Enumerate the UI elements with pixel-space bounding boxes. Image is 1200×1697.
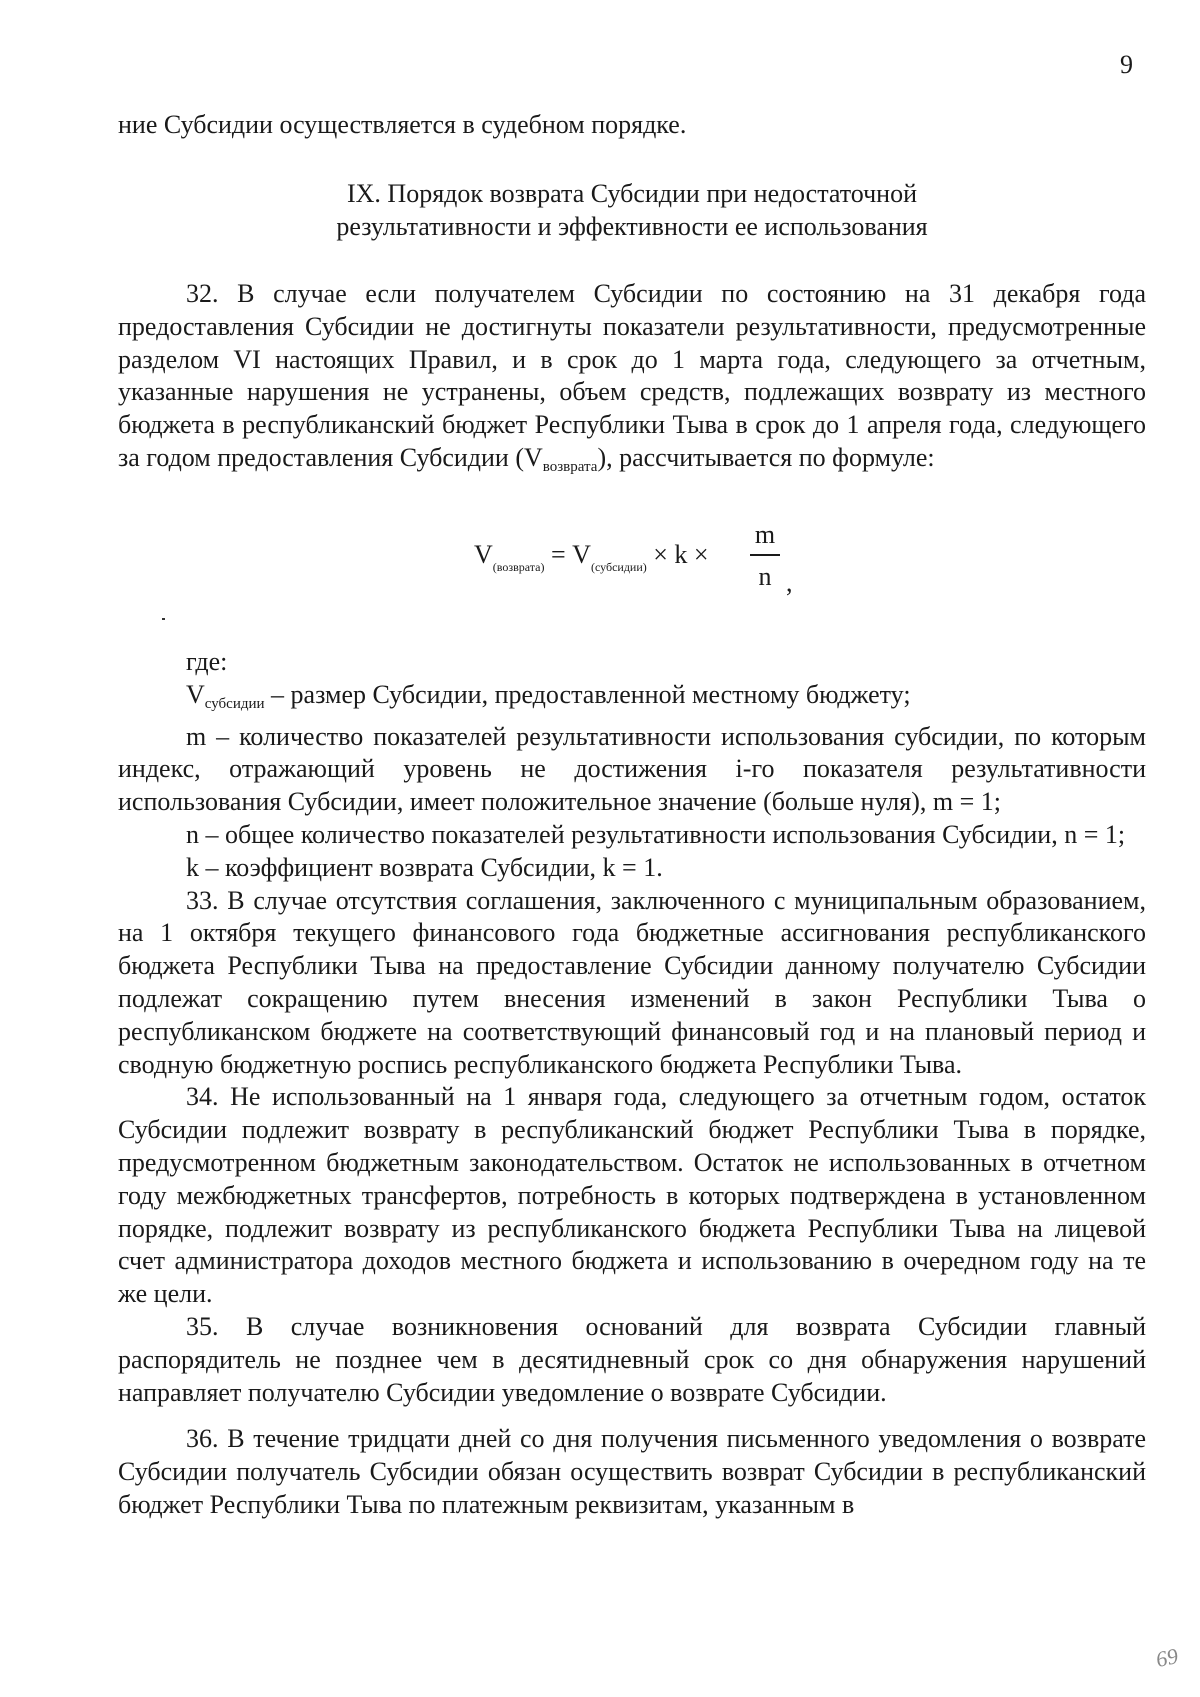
paragraph-32-text bbox=[118, 278, 1146, 484]
paragraph-32-subscript: возврата bbox=[542, 458, 598, 475]
paragraph-35: 35. В случае возникновения оснований для возврата Субсидии главный распорядитель не позднее чем в десятидневный срок со дня обнаружения нарушений направляет получателю Субсидии уведомление о возврате Субсидии. bbox=[118, 1311, 1146, 1407]
formula-denominator: n bbox=[758, 561, 772, 591]
formula-rhs-symbol: V bbox=[572, 540, 591, 569]
definition-m: m – количество показателей результативности использования субсидии, по которым индекс, отражающий уровень не достижения i-го показателя результативности использования Субсидии, имеет положительное значение (больше нуля), m = 1; bbox=[118, 721, 1146, 817]
formula-fraction bbox=[750, 520, 780, 592]
formula-lhs-subscript: (возврата) bbox=[492, 560, 545, 574]
definition-v-symbol: V bbox=[186, 679, 205, 709]
formula-fraction-bar bbox=[750, 554, 780, 556]
formula-numerator: m bbox=[754, 520, 776, 549]
paragraph-32 bbox=[118, 278, 1146, 484]
scan-speck bbox=[162, 618, 165, 620]
formula-equals: = bbox=[551, 540, 566, 569]
definition-n: n – общее количество показателей результативности использования Субсидии, n = 1; bbox=[186, 819, 1126, 849]
corner-handwritten-mark: 69 bbox=[1153, 1642, 1181, 1673]
section-heading-line-2: результативности и эффективности ее использования bbox=[336, 211, 928, 241]
definition-v-text: – размер Субсидии, предоставленной местному бюджету; bbox=[264, 679, 911, 709]
formula-rhs-subscript: (субсидии) bbox=[590, 560, 647, 574]
paragraph-34: 34. Не использованный на 1 января года, следующего за отчетным годом, остаток Субсидии подлежит возврату в республиканский бюджет Республики Тыва в порядке, предусмотренном бюджетным законодательством. Остаток не использованных в отчетном году межбюджетных трансфертов, потребность в которых подтверждена в установленном порядке, подлежит возврату из республиканского бюджета Республики Тыва на лицевой счет администратора доходов местного бюджета и использованию в очередном году на те же цели. bbox=[118, 1082, 1146, 1309]
formula-lhs-symbol: V bbox=[474, 540, 493, 569]
page-number: 9 bbox=[1120, 50, 1133, 79]
formula-trailing-comma: , bbox=[786, 568, 793, 597]
section-heading-line-1: IX. Порядок возврата Субсидии при недостаточной bbox=[346, 179, 917, 208]
definition-where: где: bbox=[186, 647, 228, 676]
paragraph-32-text-a: 32. В случае если получателем Субсидии по состоянию на 31 декабря года предоставления Субсидии не достигнуты показатели результативности, предусмотренные разделом VI настоящих Правил, и в срок до 1 марта года, следующего за отчетным, указанные нарушения не устранены, объем средств, подлежащих возврату из местного бюджета в республиканский бюджет Республики Тыва в срок до 1 апреля года, следующего за годом предоставления Субсидии (V bbox=[118, 279, 1146, 472]
paragraph-36: 36. В течение тридцати дней со дня получения письменного уведомления о возврате Субсидии получатель Субсидии обязан осуществить возврат Субсидии в республиканский бюджет Республики Тыва по платежным реквизитам, указанным в bbox=[118, 1424, 1146, 1519]
return-formula bbox=[474, 520, 793, 620]
definitions-and-paragraphs bbox=[118, 646, 1146, 1522]
paragraph-33: 33. В случае отсутствия соглашения, заключенного с муниципальным образованием, на 1 октября текущего финансового года бюджетные ассигнования республиканского бюджета Республики Тыва на предоставление Субсидии данному получателю Субсидии подлежат сокращению путем внесения изменений в закон Республики Тыва о республиканском бюджете на соответствующий финансовый год и на плановый период и сводную бюджетную роспись республиканского бюджета Республики Тыва. bbox=[118, 885, 1146, 1079]
paragraph-32-text-b: ), рассчитывается по формуле: bbox=[597, 442, 935, 472]
definition-k: k – коэффициент возврата Субсидии, k = 1. bbox=[186, 852, 663, 882]
formula-times-k: × k × bbox=[653, 540, 709, 569]
section-heading bbox=[118, 178, 1146, 244]
continuation-line: ние Субсидии осуществляется в судебном порядке. bbox=[118, 110, 687, 139]
definition-v bbox=[118, 679, 1146, 721]
definition-v-subscript: субсидии bbox=[204, 695, 265, 712]
